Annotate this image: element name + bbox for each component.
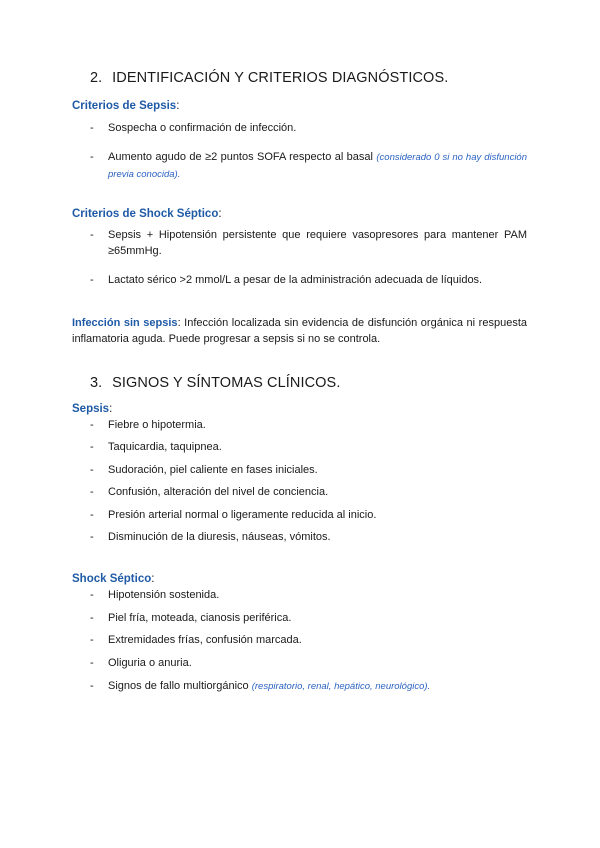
list-item-text: Hipotensión sostenida. (108, 589, 220, 601)
section-2-heading (90, 70, 448, 86)
list-item-text: Presión arterial normal o ligeramente reducida al inicio. (108, 509, 377, 521)
list-dash: - (90, 589, 94, 601)
list-dash: - (90, 657, 94, 669)
list-dash: - (90, 634, 94, 646)
list-item-text-wrap (108, 149, 527, 183)
section-3-heading (90, 375, 340, 391)
list-item-text: Piel fría, moteada, cianosis periférica. (108, 612, 292, 624)
shock-heading (72, 573, 154, 585)
list-dash: - (90, 486, 94, 498)
list-item (72, 462, 527, 478)
list-item (72, 120, 527, 136)
list-dash: - (90, 419, 94, 431)
sepsis-criteria-label: Criterios de Sepsis (72, 100, 177, 112)
shock-label: Shock Séptico (72, 573, 152, 585)
section-3-title: SIGNOS Y SÍNTOMAS CLÍNICOS. (112, 375, 341, 391)
list-item-text: Fiebre o hipotermia. (108, 419, 206, 431)
list-dash: - (90, 229, 94, 241)
list-dash: - (90, 122, 94, 134)
list-dash: - (90, 274, 94, 286)
sepsis-heading (72, 403, 112, 415)
list-dash: - (90, 509, 94, 521)
list-dash: - (90, 441, 94, 453)
infection-without-sepsis-text: : Infección localizada sin evidencia de disfunción orgánica ni respuesta inflamatoria aguda. Puede progresar a sepsis si no se controla. (72, 317, 527, 345)
list-item (72, 632, 527, 648)
list-item (72, 507, 527, 523)
list-item (72, 529, 527, 545)
infection-without-sepsis-label: Infección sin sepsis (72, 317, 178, 329)
list-item-note: (considerado 0 si no hay disfunción previa conocida). (108, 152, 527, 180)
list-item (72, 439, 527, 455)
list-item-text: Sepsis + Hipotensión persistente que requiere vasopresores para mantener PAM ≥65mmHg. (108, 229, 527, 257)
list-item-text: Confusión, alteración del nivel de conciencia. (108, 486, 329, 498)
list-item-text: Disminución de la diuresis, náuseas, vómitos. (108, 531, 331, 543)
sepsis-label: Sepsis (72, 403, 110, 415)
shock-criteria-heading (72, 208, 222, 220)
list-item-text: Sospecha o confirmación de infección. (108, 122, 297, 134)
list-item (72, 610, 527, 626)
list-item-text: Taquicardia, taquipnea. (108, 441, 222, 453)
list-item-text: Sudoración, piel caliente en fases iniciales. (108, 464, 318, 476)
list-item (72, 417, 527, 433)
infection-without-sepsis-paragraph (72, 315, 527, 347)
list-item (72, 655, 527, 671)
list-item (72, 587, 527, 603)
list-dash: - (90, 680, 94, 692)
section-2-number: 2. (90, 70, 103, 86)
list-item (72, 149, 527, 183)
list-item-note: (respiratorio, renal, hepático, neurológico). (251, 681, 431, 692)
list-item-text: Extremidades frías, confusión marcada. (108, 634, 302, 646)
list-item-text: Lactato sérico >2 mmol/L a pesar de la administración adecuada de líquidos. (108, 274, 483, 286)
list-item (72, 272, 527, 288)
sepsis-colon: : (109, 403, 113, 415)
section-3-number: 3. (90, 375, 103, 391)
sepsis-criteria-colon: : (176, 100, 180, 112)
list-item-text: Aumento agudo de ≥2 puntos SOFA respecto al basal (108, 151, 377, 163)
shock-colon: : (151, 573, 155, 585)
list-dash: - (90, 531, 94, 543)
list-dash: - (90, 612, 94, 624)
shock-criteria-colon: : (218, 208, 222, 220)
list-item (72, 227, 527, 259)
sepsis-criteria-heading (72, 100, 179, 112)
list-item-text-wrap (108, 678, 527, 695)
list-item (72, 484, 527, 500)
section-2-title: IDENTIFICACIÓN Y CRITERIOS DIAGNÓSTICOS. (112, 70, 449, 86)
list-item-text: Signos de fallo multiorgánico (108, 680, 252, 692)
list-dash: - (90, 464, 94, 476)
shock-criteria-label: Criterios de Shock Séptico (72, 208, 219, 220)
list-item-text: Oliguria o anuria. (108, 657, 192, 669)
list-dash: - (90, 151, 94, 163)
list-item (72, 678, 527, 695)
